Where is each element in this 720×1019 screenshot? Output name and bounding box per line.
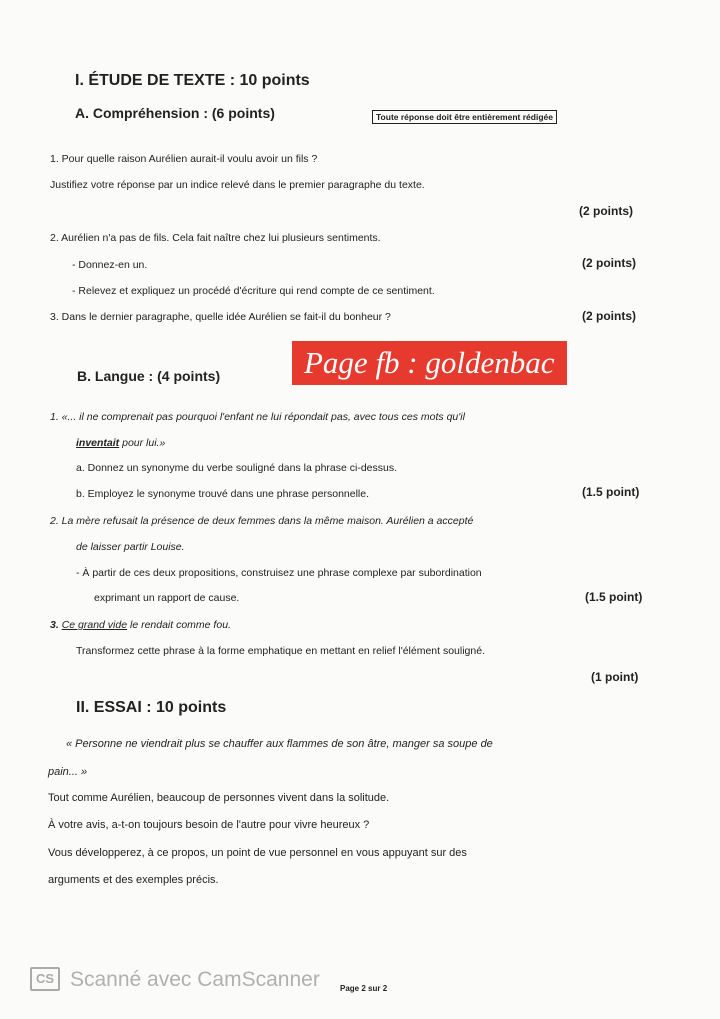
camscanner-watermark: Scanné avec CamScanner [70,968,320,991]
underlined-verb: inventait [76,437,120,449]
sectionB-q1-a: a. Donnez un synonyme du verbe souligné dans la phrase ci-dessus. [76,462,398,474]
instruction-box: Toute réponse doit être entièrement rédigée [372,110,557,124]
camscanner-logo-icon: CS [30,967,60,991]
facebook-watermark: Page fb : goldenbac [292,341,567,385]
essay-line3: Tout comme Aurélien, beaucoup de personnes vivent dans la solitude. [48,792,390,804]
sectionB-q2-bullet-line1: - À partir de ces deux propositions, construisez une phrase complexe par subordination [76,567,482,579]
sectionB-q1-b: b. Employez le synonyme trouvé dans une phrase personnelle. [76,488,370,500]
sectionB-q1-line2: inventait pour lui.» [76,437,166,449]
underlined-phrase: Ce grand vide [61,619,128,631]
part1-title: I. ÉTUDE DE TEXTE : 10 points [75,72,310,89]
sectionB-q1-line1: 1. «... il ne comprenait pas pourquoi l'enfant ne lui répondait pas, avec tous ces mots qu'il [50,411,465,423]
sectionB-q3-line1: 3. Ce grand vide le rendait comme fou. [50,619,231,631]
essay-quote-line2: pain... » [48,766,88,778]
essay-line5: Vous développerez, à ce propos, un point de vue personnel en vous appuyant sur des [48,847,467,859]
sectionA-q3-line: 3. Dans le dernier paragraphe, quelle idée Aurélien se fait-il du bonheur ? [50,311,391,323]
sectionA-q2-bullet2: - Relevez et expliquez un procédé d'écriture qui rend compte de ce sentiment. [72,285,435,297]
essay-line4: À votre avis, a-t-on toujours besoin de l'autre pour vivre heureux ? [48,819,370,831]
sectionA-q3-points: (2 points) [582,309,636,323]
sectionB-q3-points: (1 point) [591,670,639,684]
sectionA-q2-line1: 2. Aurélien n'a pas de fils. Cela fait naître chez lui plusieurs sentiments. [50,232,381,244]
sectionB-q1-points: (1.5 point) [582,485,640,499]
sectionA-q1-line2: Justifiez votre réponse par un indice relevé dans le premier paragraphe du texte. [50,179,425,191]
sectionA-q1-line1: 1. Pour quelle raison Aurélien aurait-il voulu avoir un fils ? [50,153,318,165]
sectionB-q3-line2: Transformez cette phrase à la forme emphatique en mettant en relief l'élément souligné. [76,645,485,657]
sectionA-q2-bullet1: - Donnez-en un. [72,259,148,271]
sectionA-q1-points: (2 points) [579,204,633,218]
essay-quote-line1: « Personne ne viendrait plus se chauffer aux flammes de son âtre, manger sa soupe de [66,738,493,750]
sectionB-q2-points: (1.5 point) [585,590,643,604]
essay-line6: arguments et des exemples précis. [48,874,219,886]
sectionB-title: B. Langue : (4 points) [77,368,221,384]
page-number: Page 2 sur 2 [340,984,388,993]
sectionB-q2-line1: 2. La mère refusait la présence de deux femmes dans la même maison. Aurélien a accepté [50,515,474,527]
sectionA-title: A. Compréhension : (6 points) [75,105,275,121]
sectionB-q2-bullet-line2: exprimant un rapport de cause. [94,592,240,604]
sectionA-q2-points: (2 points) [582,256,636,270]
part2-title: II. ESSAI : 10 points [76,699,227,716]
sectionB-q2-line2: de laisser partir Louise. [76,541,185,553]
